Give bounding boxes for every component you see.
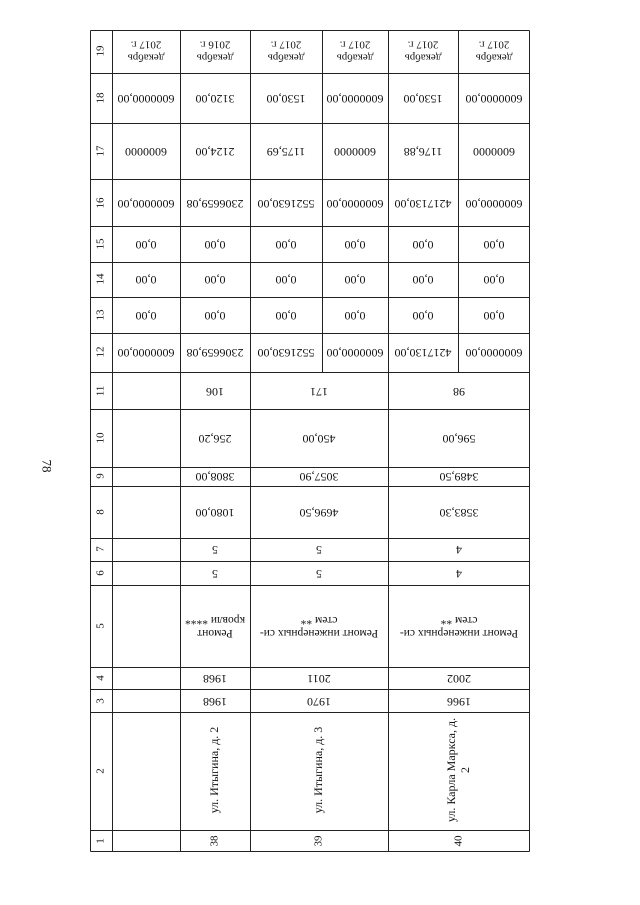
- value-cell-c14: 0,00: [204, 273, 226, 288]
- value-cell-c18: 6000000,00: [326, 92, 384, 107]
- value-cell-c17: 1176,88: [403, 145, 443, 160]
- value-cell-c18: 3120,00: [195, 92, 235, 107]
- column-number-16: 16: [94, 197, 107, 209]
- value-cell-c15: 0,00: [135, 237, 157, 252]
- value-cell-c13: 0,00: [483, 308, 505, 323]
- value-cell-c6: 4: [456, 566, 462, 581]
- value-cell-c13: 0,00: [135, 308, 157, 323]
- value-cell-c8: 3583,30: [439, 505, 479, 520]
- column-number-2: 2: [94, 767, 107, 774]
- value-cell-c13: 0,00: [204, 308, 226, 323]
- value-cell-c17: 6000000: [125, 145, 167, 160]
- work-type-cell: Ремонт инженерных си-стем **: [399, 613, 519, 640]
- column-number-4: 4: [94, 675, 107, 681]
- column-number-13: 13: [94, 309, 107, 321]
- address-cell: ул. Итыгина, д. 3: [311, 726, 326, 813]
- column-number-9: 9: [94, 473, 107, 480]
- value-cell-c8: 1080,00: [195, 505, 235, 520]
- register-sheet: [90, 30, 530, 852]
- column-number-5: 5: [94, 623, 107, 629]
- page-number: 78: [39, 459, 55, 473]
- value-cell-c6: 5: [316, 566, 322, 581]
- column-number-19: 19: [94, 45, 107, 57]
- value-cell-c18: 1530,00: [403, 92, 443, 107]
- column-number-1: 1: [94, 838, 107, 844]
- year-repair-cell: 1968: [203, 672, 227, 687]
- column-number-17: 17: [94, 145, 107, 157]
- value-cell-c10: 596,00: [442, 432, 476, 447]
- value-cell-c7: 5: [212, 543, 218, 558]
- value-cell-c6: 5: [212, 566, 218, 581]
- column-number-3: 3: [94, 697, 107, 704]
- work-type-cell: Ремонт кровли ****: [184, 613, 246, 640]
- value-cell-c9: 3489,50: [439, 470, 479, 485]
- value-cell-c7: 4: [456, 543, 462, 558]
- value-cell-c16: 6000000,00: [465, 196, 523, 211]
- year-built-cell: 1968: [203, 694, 227, 709]
- value-cell-c16: 5521630,00: [257, 196, 315, 211]
- value-cell-c18: 1530,00: [266, 92, 306, 107]
- value-cell-c13: 0,00: [344, 308, 366, 323]
- deadline-cell: декабрь 2017 г.: [404, 39, 442, 65]
- value-cell-c8: 4696,50: [299, 505, 339, 520]
- deadline-cell: декабрь 2017 г.: [127, 39, 165, 65]
- value-cell-c14: 0,00: [412, 273, 434, 288]
- value-cell-c12: 6000000,00: [326, 346, 384, 361]
- value-cell-c14: 0,00: [344, 273, 366, 288]
- value-cell-c11: 171: [310, 384, 328, 399]
- value-cell-c10: 256,20: [198, 432, 232, 447]
- value-cell-c13: 0,00: [412, 308, 434, 323]
- year-built-cell: 1970: [307, 694, 331, 709]
- column-number-14: 14: [94, 273, 107, 285]
- value-cell-c18: 6000000,00: [117, 92, 175, 107]
- value-cell-c15: 0,00: [204, 237, 226, 252]
- column-number-10: 10: [94, 432, 107, 444]
- column-number-15: 15: [94, 238, 107, 250]
- value-cell-c12: 6000000,00: [465, 346, 523, 361]
- year-repair-cell: 2011: [307, 672, 331, 687]
- value-cell-c14: 0,00: [483, 273, 505, 288]
- value-cell-c9: 3057,90: [299, 470, 339, 485]
- value-cell-c18: 6000000,00: [465, 92, 523, 107]
- row-number-cell: 39: [312, 835, 325, 847]
- row-number-cell: 40: [452, 835, 465, 847]
- address-cell: ул. Итыгина, д. 2: [207, 726, 222, 813]
- value-cell-c7: 5: [316, 543, 322, 558]
- deadline-cell: декабрь 2017 г.: [267, 39, 305, 65]
- deadline-cell: декабрь 2016 г.: [196, 39, 234, 65]
- value-cell-c9: 3808,00: [195, 470, 235, 485]
- value-cell-c16: 6000000,00: [326, 196, 384, 211]
- work-type-cell: Ремонт инженерных си-стем **: [259, 613, 379, 640]
- deadline-cell: декабрь 2017 г.: [475, 39, 513, 65]
- value-cell-c11: 106: [206, 384, 224, 399]
- column-number-7: 7: [94, 546, 107, 553]
- value-cell-c15: 0,00: [275, 237, 297, 252]
- value-cell-c15: 0,00: [344, 237, 366, 252]
- value-cell-c17: 2124,00: [195, 145, 235, 160]
- value-cell-c15: 0,00: [412, 237, 434, 252]
- value-cell-c16: 2306659,08: [186, 196, 244, 211]
- column-number-18: 18: [94, 92, 107, 104]
- value-cell-c14: 0,00: [135, 273, 157, 288]
- value-cell-c12: 2306659,08: [186, 346, 244, 361]
- value-cell-c14: 0,00: [275, 273, 297, 288]
- value-cell-c12: 4217130,00: [394, 346, 452, 361]
- column-number-11: 11: [94, 385, 107, 396]
- column-number-6: 6: [94, 569, 107, 576]
- deadline-cell: декабрь 2017 г.: [336, 39, 374, 65]
- value-cell-c17: 1175,69: [266, 145, 306, 160]
- value-cell-c16: 6000000,00: [117, 196, 175, 211]
- row-number-cell: 38: [208, 835, 221, 847]
- column-number-12: 12: [94, 346, 107, 358]
- value-cell-c10: 450,00: [302, 432, 336, 447]
- address-cell: ул. Карла Маркса, д. 2: [444, 717, 472, 822]
- column-number-8: 8: [94, 509, 107, 515]
- value-cell-c12: 5521630,00: [257, 346, 315, 361]
- value-cell-c13: 0,00: [275, 308, 297, 323]
- year-built-cell: 1966: [447, 694, 471, 709]
- value-cell-c16: 4217130,00: [394, 196, 452, 211]
- value-cell-c11: 98: [453, 384, 465, 399]
- value-cell-c17: 6000000: [473, 145, 515, 160]
- value-cell-c17: 6000000: [334, 145, 376, 160]
- year-repair-cell: 2002: [447, 672, 471, 687]
- value-cell-c15: 0,00: [483, 237, 505, 252]
- value-cell-c12: 6000000,00: [117, 346, 175, 361]
